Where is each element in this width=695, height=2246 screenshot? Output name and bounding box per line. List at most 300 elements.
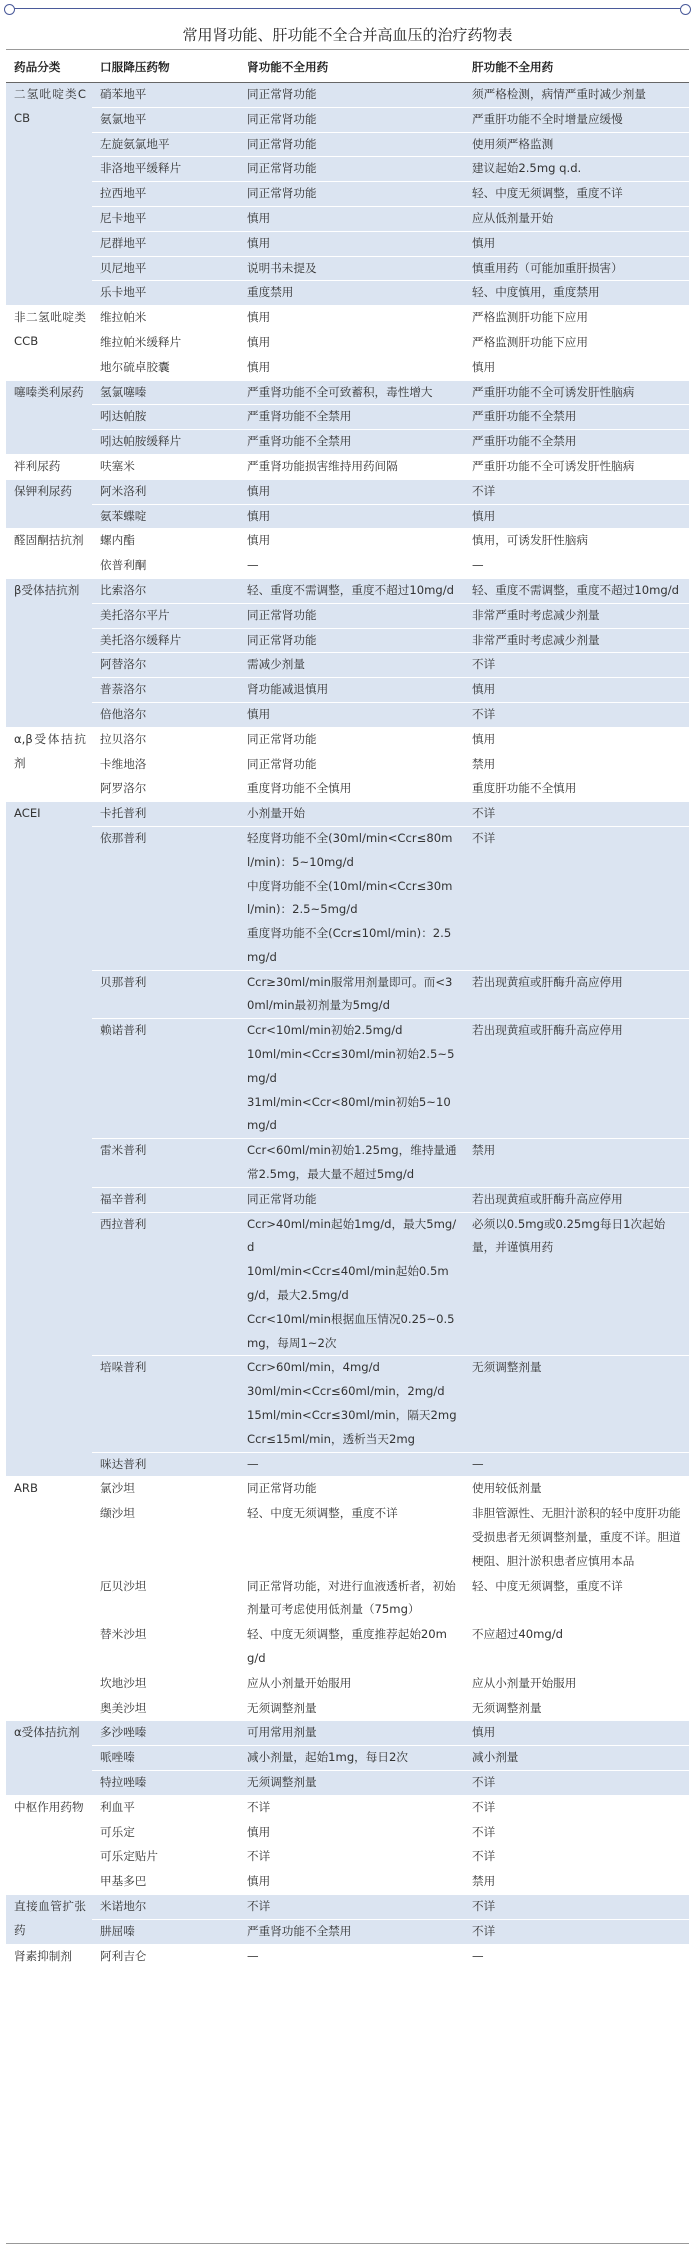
renal-cell [239, 1187, 464, 1212]
renal-text: 同正常肾功能 [247, 756, 317, 771]
hepatic-cell [464, 1477, 689, 1502]
renal-text: 不详 [247, 1799, 271, 1814]
hepatic-cell [464, 628, 689, 653]
renal-text: 严重肾功能不全禁用 [247, 409, 352, 424]
renal-text: 慎用 [247, 210, 271, 225]
hepatic-cell [464, 306, 689, 331]
hepatic-cell [464, 727, 689, 752]
hepatic-text: 无须调整剂量 [472, 1700, 542, 1715]
renal-cell [239, 1721, 464, 1746]
renal-text: 不详 [247, 1849, 271, 1864]
renal-text: 不详 [247, 1898, 271, 1913]
table-row [6, 430, 689, 455]
category-cell: 中枢作用药物 [6, 1795, 92, 1894]
drug-cell: 呋塞米 [92, 454, 239, 479]
hepatic-text: 慎用 [472, 1725, 496, 1740]
drug-cell: 厄贝沙坦 [92, 1574, 239, 1623]
hepatic-text: 禁用 [472, 1143, 496, 1158]
hepatic-text: 不详 [472, 830, 496, 845]
table-row [6, 603, 689, 628]
hepatic-text: 不详 [472, 1923, 496, 1938]
hepatic-cell [464, 1356, 689, 1452]
renal-cell [239, 1139, 464, 1188]
hepatic-text: 不详 [472, 657, 496, 672]
renal-cell [239, 479, 464, 504]
table-row [6, 454, 689, 479]
renal-cell [239, 306, 464, 331]
renal-text: 无须调整剂量 [247, 1700, 317, 1715]
table-row [6, 1919, 689, 1944]
hepatic-cell [464, 1696, 689, 1721]
renal-text: 严重肾功能损害维持用药间隔 [247, 458, 398, 473]
table-row [6, 1139, 689, 1188]
table-row [6, 1696, 689, 1721]
renal-text: Ccr<60ml/min初始1.25mg，维持量通常2.5mg，最大量不超过5mg/d [247, 1143, 457, 1182]
table-row [6, 132, 689, 157]
hepatic-cell [464, 1770, 689, 1795]
hepatic-cell [464, 826, 689, 970]
renal-text: 慎用 [247, 235, 271, 250]
table-row [6, 777, 689, 802]
hepatic-cell [464, 330, 689, 355]
drug-cell: 卡托普利 [92, 802, 239, 827]
hepatic-cell [464, 970, 689, 1019]
renal-text: Ccr>40ml/min起始1mg/d，最大5mg/d [247, 1216, 457, 1255]
hepatic-cell [464, 355, 689, 380]
header-renal: 肾功能不全用药 [239, 54, 464, 83]
hepatic-text: 轻、重度不需调整，重度不超过10mg/d [472, 582, 679, 597]
renal-cell [239, 777, 464, 802]
hepatic-cell [464, 578, 689, 603]
drug-group [6, 727, 689, 801]
hepatic-cell [464, 1820, 689, 1845]
hepatic-cell [464, 454, 689, 479]
hepatic-text: 不应超过40mg/d [472, 1627, 564, 1642]
hepatic-text: 建议起始2.5mg q.d. [472, 161, 582, 176]
drug-cell: 尼群地平 [92, 231, 239, 256]
renal-text: 同正常肾功能 [247, 111, 317, 126]
renal-text: 需减少剂量 [247, 657, 305, 672]
renal-cell [239, 1820, 464, 1845]
header-drug: 口服降压药物 [92, 54, 239, 83]
drug-group [6, 380, 689, 454]
hepatic-text: 重度肝功能不全慎用 [472, 781, 577, 796]
table-row [6, 802, 689, 827]
table-row [6, 182, 689, 207]
renal-text: 严重肾功能不全禁用 [247, 1923, 352, 1938]
drug-group [6, 1944, 689, 1969]
drug-cell: 拉西地平 [92, 182, 239, 207]
renal-cell [239, 1671, 464, 1696]
renal-cell [239, 1356, 464, 1452]
drug-cell: 阿米洛利 [92, 479, 239, 504]
renal-text: 慎用 [247, 310, 271, 325]
category-cell: 非二氢吡啶类CCB [6, 306, 92, 380]
hepatic-cell [464, 1870, 689, 1895]
renal-text: 同正常肾功能 [247, 136, 317, 151]
hepatic-cell [464, 132, 689, 157]
renal-text: Ccr≤15ml/min，透析当天2mg [247, 1431, 415, 1446]
table-row [6, 355, 689, 380]
renal-cell [239, 1212, 464, 1356]
table-row [6, 504, 689, 529]
drug-cell: 螺内酯 [92, 529, 239, 554]
drug-group [6, 1721, 689, 1795]
drug-cell: 拉贝洛尔 [92, 727, 239, 752]
table-row [6, 1452, 689, 1477]
hepatic-text: 无须调整剂量 [472, 1360, 542, 1375]
drug-group [6, 1795, 689, 1894]
table-row [6, 405, 689, 430]
table-row [6, 1770, 689, 1795]
renal-text: 重度肾功能不全慎用 [247, 781, 352, 796]
hepatic-cell [464, 281, 689, 306]
renal-text: 慎用 [247, 1874, 271, 1889]
hepatic-cell [464, 1212, 689, 1356]
drug-cell: 美托洛尔平片 [92, 603, 239, 628]
renal-cell [239, 702, 464, 727]
table-row [6, 653, 689, 678]
table-row [6, 970, 689, 1019]
category-cell: 噻嗪类利尿药 [6, 380, 92, 454]
renal-cell [239, 1795, 464, 1820]
renal-cell [239, 727, 464, 752]
hepatic-cell [464, 1795, 689, 1820]
drug-group [6, 306, 689, 380]
hepatic-cell [464, 1944, 689, 1969]
hepatic-text: 慎用 [472, 508, 496, 523]
drug-cell: 依普利酮 [92, 554, 239, 579]
hepatic-cell [464, 678, 689, 703]
renal-cell [239, 405, 464, 430]
hepatic-text: — [472, 1456, 484, 1471]
hepatic-text: 使用须严格监测 [472, 136, 554, 151]
renal-text: 10ml/min<Ccr≤30ml/min初始2.5~5 mg/d [247, 1047, 455, 1085]
renal-text: — [247, 1948, 259, 1963]
drug-group [6, 454, 689, 479]
table-row [6, 83, 689, 108]
category-cell: 直接血管扩张药 [6, 1894, 92, 1944]
drug-cell: 雷米普利 [92, 1139, 239, 1188]
hepatic-cell [464, 231, 689, 256]
drug-cell: 可乐定 [92, 1820, 239, 1845]
renal-text: 慎用 [247, 508, 271, 523]
drug-cell: 咪达普利 [92, 1452, 239, 1477]
category-cell: ACEI [6, 802, 92, 1477]
renal-text: 轻、中度无须调整，重度推荐起始20mg/d [247, 1627, 447, 1665]
drug-cell: 氨氯地平 [92, 107, 239, 132]
drug-cell: 西拉普利 [92, 1212, 239, 1356]
renal-cell [239, 256, 464, 281]
renal-cell [239, 603, 464, 628]
header-row [6, 54, 689, 83]
drug-group [6, 529, 689, 579]
hepatic-text: 使用较低剂量 [472, 1481, 542, 1496]
renal-text: 严重肾功能不全可致蓄积，毒性增大 [247, 384, 433, 399]
renal-cell [239, 132, 464, 157]
category-cell: 二氢吡啶类CCB [6, 83, 92, 306]
renal-text: 重度禁用 [247, 285, 294, 300]
renal-cell [239, 628, 464, 653]
category-cell: 保钾利尿药 [6, 479, 92, 529]
hepatic-text: 严格监测肝功能下应用 [472, 334, 588, 349]
category-cell: 肾素抑制剂 [6, 1944, 92, 1969]
hepatic-text: 若出现黄疸或肝酶升高应停用 [472, 1191, 623, 1206]
drug-group [6, 1894, 689, 1944]
renal-cell [239, 678, 464, 703]
renal-text: 同正常肾功能 [247, 161, 317, 176]
renal-cell [239, 554, 464, 579]
hepatic-text: 不详 [472, 1799, 496, 1814]
drug-cell: 地尔硫卓胶囊 [92, 355, 239, 380]
renal-text: 应从小剂量开始服用 [247, 1675, 352, 1690]
renal-text: 严重肾功能不全禁用 [247, 434, 352, 449]
table-row [6, 256, 689, 281]
renal-text: 同正常肾功能，对进行血液透析者，初始剂量可考虑使用低剂量（75mg） [247, 1578, 456, 1617]
renal-text: 10ml/min<Ccr≤40ml/min起始0.5mg/d，最大2.5mg/d [247, 1264, 449, 1303]
hepatic-cell [464, 1574, 689, 1623]
drug-cell: 特拉唑嗪 [92, 1770, 239, 1795]
drug-cell: 美托洛尔缓释片 [92, 628, 239, 653]
renal-cell [239, 182, 464, 207]
table-row [6, 1820, 689, 1845]
renal-text: 30ml/min<Ccr≤60ml/min，2mg/d [247, 1384, 445, 1399]
drug-cell: 贝那普利 [92, 970, 239, 1019]
renal-text: 同正常肾功能 [247, 731, 317, 746]
hepatic-cell [464, 752, 689, 777]
drug-cell: 缬沙坦 [92, 1502, 239, 1574]
hepatic-cell [464, 1502, 689, 1574]
renal-cell [239, 802, 464, 827]
drug-cell: 倍他洛尔 [92, 702, 239, 727]
renal-text: 同正常肾功能 [247, 632, 317, 647]
hepatic-text: 慎用 [472, 359, 496, 374]
renal-text: 重度肾功能不全(Ccr≤10ml/min)：2.5mg/d [247, 926, 452, 964]
table-row [6, 380, 689, 405]
renal-cell [239, 1502, 464, 1574]
renal-cell [239, 454, 464, 479]
hepatic-cell [464, 1671, 689, 1696]
renal-cell [239, 826, 464, 970]
hepatic-cell [464, 1721, 689, 1746]
hepatic-text: — [472, 1948, 484, 1963]
renal-cell [239, 653, 464, 678]
drug-cell: 卡维地洛 [92, 752, 239, 777]
drug-table [6, 54, 689, 1969]
table-row [6, 231, 689, 256]
drug-cell: 氨苯蝶啶 [92, 504, 239, 529]
table-row [6, 206, 689, 231]
header-hepatic: 肝功能不全用药 [464, 54, 689, 83]
renal-text: 轻度肾功能不全(30ml/min<Ccr≤80ml/min)：5~10mg/d [247, 830, 453, 869]
drug-cell: 乐卡地平 [92, 281, 239, 306]
table-row [6, 479, 689, 504]
hepatic-text: 应从小剂量开始服用 [472, 1675, 577, 1690]
drug-group [6, 1477, 689, 1721]
renal-cell [239, 529, 464, 554]
hepatic-text: 轻、中度慎用，重度禁用 [472, 285, 600, 300]
renal-text: 小剂量开始 [247, 806, 305, 821]
drug-cell: 比索洛尔 [92, 578, 239, 603]
renal-text: — [247, 1456, 259, 1471]
drug-cell: 阿替洛尔 [92, 653, 239, 678]
hepatic-text: 轻、中度无须调整，重度不详 [472, 186, 623, 201]
hepatic-text: 不详 [472, 806, 496, 821]
drug-group [6, 802, 689, 1477]
hepatic-cell [464, 702, 689, 727]
drug-cell: 左旋氨氯地平 [92, 132, 239, 157]
drug-cell: 坎地沙坦 [92, 1671, 239, 1696]
renal-text: 无须调整剂量 [247, 1774, 317, 1789]
hepatic-cell [464, 405, 689, 430]
hepatic-text: 不详 [472, 1849, 496, 1864]
renal-cell [239, 1477, 464, 1502]
drug-group [6, 578, 689, 727]
renal-text: — [247, 558, 259, 573]
renal-cell [239, 1574, 464, 1623]
table-row [6, 306, 689, 331]
renal-text: 31ml/min<Ccr<80ml/min初始5~10mg/d [247, 1094, 451, 1133]
renal-cell [239, 970, 464, 1019]
drug-cell: 氯沙坦 [92, 1477, 239, 1502]
hepatic-text: 不详 [472, 483, 496, 498]
header-category: 药品分类 [6, 54, 92, 83]
drug-cell: 培哚普利 [92, 1356, 239, 1452]
renal-text: 慎用 [247, 483, 271, 498]
renal-cell [239, 380, 464, 405]
renal-cell [239, 1746, 464, 1771]
hepatic-text: 严格监测肝功能下应用 [472, 310, 588, 325]
hepatic-text: 严重肝功能不全可诱发肝性脑病 [472, 384, 635, 399]
table-row [6, 1746, 689, 1771]
drug-cell: 米诺地尔 [92, 1894, 239, 1919]
title-divider [6, 49, 689, 50]
category-cell: α受体拮抗剂 [6, 1721, 92, 1795]
hepatic-text: 慎用 [472, 682, 496, 697]
category-cell: 袢利尿药 [6, 454, 92, 479]
hepatic-cell [464, 479, 689, 504]
bottom-rule [6, 2243, 689, 2244]
drug-cell: 利血平 [92, 1795, 239, 1820]
table-row [6, 1721, 689, 1746]
table-row [6, 678, 689, 703]
drug-cell: 赖诺普利 [92, 1019, 239, 1139]
table-row [6, 1623, 689, 1672]
drug-cell: 吲达帕胺 [92, 405, 239, 430]
drug-cell: 贝尼地平 [92, 256, 239, 281]
hepatic-cell [464, 802, 689, 827]
hepatic-text: 轻、中度无须调整，重度不详 [472, 1578, 623, 1593]
table-row [6, 1671, 689, 1696]
renal-cell [239, 355, 464, 380]
renal-text: 同正常肾功能 [247, 186, 317, 201]
hepatic-text: 严重肝功能不全时增量应缓慢 [472, 111, 623, 126]
drug-cell: 替米沙坦 [92, 1623, 239, 1672]
table-row [6, 752, 689, 777]
renal-cell [239, 1770, 464, 1795]
hepatic-text: — [472, 558, 484, 573]
hepatic-cell [464, 653, 689, 678]
renal-text: 慎用 [247, 359, 271, 374]
renal-cell [239, 107, 464, 132]
table-row [6, 107, 689, 132]
hepatic-cell [464, 1019, 689, 1139]
renal-text: 轻、重度不需调整，重度不超过10mg/d [247, 582, 454, 597]
drug-cell: 阿利吉仑 [92, 1944, 239, 1969]
hepatic-cell [464, 529, 689, 554]
table-row [6, 578, 689, 603]
category-cell: ARB [6, 1477, 92, 1721]
hepatic-text: 不详 [472, 1774, 496, 1789]
hepatic-text: 不详 [472, 1824, 496, 1839]
top-rule [10, 8, 685, 9]
table-title: 常用肾功能、肝功能不全合并高血压的治疗药物表 [182, 26, 513, 44]
hepatic-text: 慎重用药（可能加重肝损害） [472, 260, 623, 275]
renal-cell [239, 1870, 464, 1895]
hepatic-cell [464, 1894, 689, 1919]
hepatic-cell [464, 1187, 689, 1212]
table-row [6, 1187, 689, 1212]
drug-cell: 吲达帕胺缓释片 [92, 430, 239, 455]
renal-cell [239, 1452, 464, 1477]
category-cell: 醛固酮拮抗剂 [6, 529, 92, 579]
hepatic-cell [464, 256, 689, 281]
drug-cell: 多沙唑嗪 [92, 1721, 239, 1746]
table-row [6, 826, 689, 970]
renal-text: 同正常肾功能 [247, 87, 317, 101]
hepatic-cell [464, 1452, 689, 1477]
renal-cell [239, 752, 464, 777]
renal-cell [239, 206, 464, 231]
renal-cell [239, 281, 464, 306]
table-row [6, 1845, 689, 1870]
drug-cell: 维拉帕米缓释片 [92, 330, 239, 355]
renal-cell [239, 1944, 464, 1969]
hepatic-text: 严重肝功能不全禁用 [472, 434, 577, 449]
renal-cell [239, 1019, 464, 1139]
renal-text: Ccr≥30ml/min服常用剂量即可。而<30ml/min最初剂量为5mg/d [247, 974, 453, 1013]
hepatic-text: 非胆管源性、无胆汁淤积的轻中度肝功能受损患者无须调整剂量，重度不详。胆道梗阻、胆汁淤积患者应慎用本品 [472, 1506, 681, 1568]
renal-cell [239, 1845, 464, 1870]
renal-text: 15ml/min<Ccr≤30ml/min，隔天2mg [247, 1408, 457, 1423]
category-cell: β受体拮抗剂 [6, 578, 92, 727]
renal-text: 减小剂量，起始1mg，每日2次 [247, 1750, 408, 1765]
drug-cell: 尼卡地平 [92, 206, 239, 231]
drug-cell: 肼屈嗪 [92, 1919, 239, 1944]
table-row [6, 281, 689, 306]
hepatic-text: 不详 [472, 706, 496, 721]
drug-cell: 硝苯地平 [92, 83, 239, 108]
renal-text: 肾功能减退慎用 [247, 682, 329, 697]
renal-cell [239, 1623, 464, 1672]
renal-text: 可用常用剂量 [247, 1725, 317, 1740]
hepatic-cell [464, 157, 689, 182]
hepatic-text: 若出现黄疸或肝酶升高应停用 [472, 1023, 623, 1038]
hepatic-text: 严重肝功能不全禁用 [472, 409, 577, 424]
table-row [6, 1574, 689, 1623]
renal-cell [239, 504, 464, 529]
hepatic-cell [464, 430, 689, 455]
category-cell: α,β受体拮抗剂 [6, 727, 92, 801]
table-row [6, 1944, 689, 1969]
hepatic-cell [464, 107, 689, 132]
hepatic-cell [464, 1845, 689, 1870]
hepatic-text: 慎用 [472, 235, 496, 250]
hepatic-text: 慎用 [472, 731, 496, 746]
renal-text: 说明书未提及 [247, 260, 317, 275]
renal-text: Ccr>60ml/min，4mg/d [247, 1360, 380, 1375]
table-row [6, 702, 689, 727]
